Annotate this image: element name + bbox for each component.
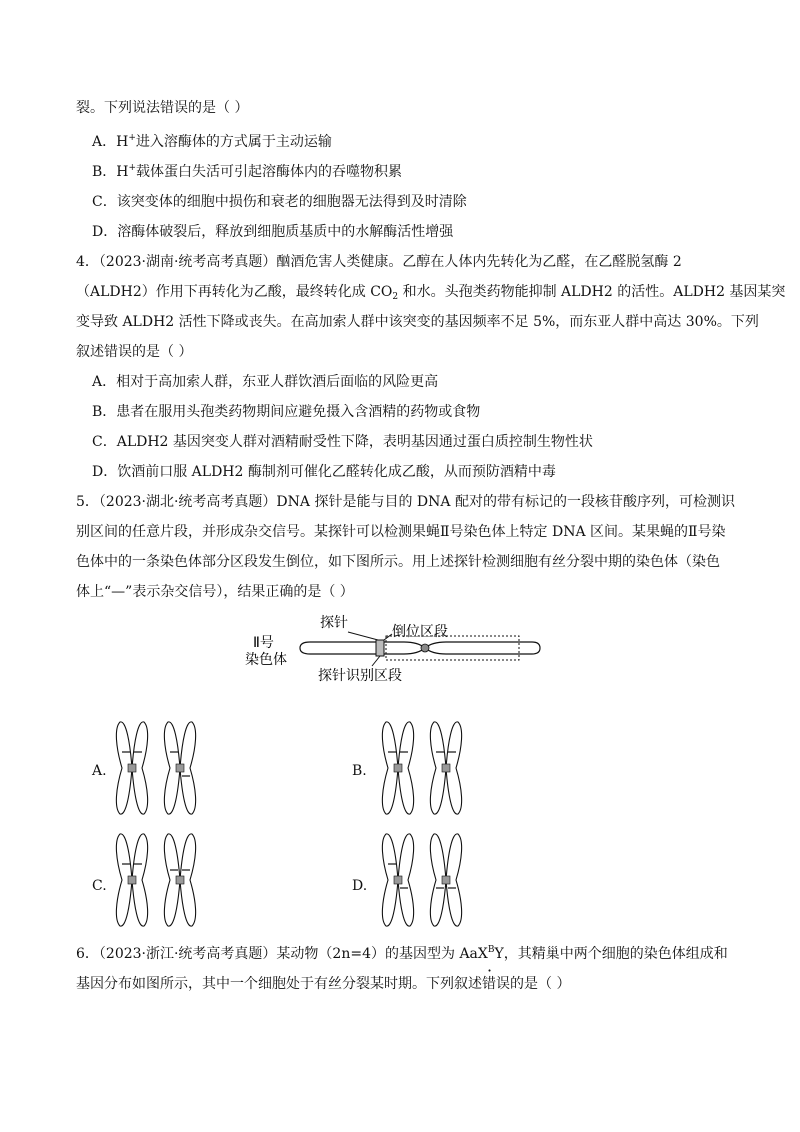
chromosome-pair <box>164 834 195 926</box>
q5-stem-line2: 别区间的任意片段，并形成杂交信号。某探针可以检测果蝇Ⅱ号染色体上特定 DNA 区间。某果蝇的Ⅱ号染 <box>76 524 726 540</box>
probe-region-label: 探针识别区段 <box>318 668 402 684</box>
option-c-chromosomes <box>110 830 210 930</box>
q4-option-a: A．相对于高加索人群，东亚人群饮酒后面临的风险更高 <box>92 374 439 390</box>
q6-stem-line2: 基因分布如图所示，其中一个细胞处于有丝分裂某时期。下列叙述错误的是（ ） <box>76 976 571 992</box>
chromosome-pair <box>430 834 461 926</box>
chromosome-pair <box>116 834 147 926</box>
q6-stem-line1: 6．（2023·浙江·统考高考真题）某动物（2n=4）的基因型为 AaX$^B$Y，其精巢中两个细胞的染色体组成和 <box>76 945 728 962</box>
q4-option-b: B．患者在服用头孢类药物期间应避免摄入含酒精的药物或食物 <box>92 404 481 420</box>
inversion-label: 倒位区段 <box>392 624 448 640</box>
q3-option-a: A．H+进入溶酶体的方式属于主动运输 <box>92 133 332 150</box>
chromosome-pair <box>382 834 413 926</box>
q4-stem-line4: 叙述错误的是（ ） <box>76 344 193 360</box>
q3-option-c: C．该突变体的细胞中损伤和衰老的细胞器无法得到及时清除 <box>92 194 467 210</box>
option-a-chromosomes <box>110 718 210 818</box>
chromosome-pair <box>164 722 195 814</box>
q3-option-b: B．H+载体蛋白失活可引起溶酶体内的吞噬物积累 <box>92 163 403 180</box>
chromosome-pair <box>116 722 147 814</box>
q4-option-c: C．ALDH2 基因突变人群对酒精耐受性下降，表明基因通过蛋白质控制生物性状 <box>92 434 593 450</box>
q4-stem-line3: 变导致 ALDH2 活性下降或丧失。在高加索人群中该突变的基因频率不足 5%，而东亚人群中高达 30%。下列 <box>76 314 759 330</box>
q5-option-a-label: A. <box>92 763 107 779</box>
q5-option-d-label: D. <box>352 878 368 894</box>
q3-option-d: D．溶酶体破裂后，释放到细胞质基质中的水解酶活性增强 <box>92 224 454 240</box>
q3-stem-tail: 裂。下列说法错误的是（ ） <box>76 100 249 116</box>
probe-label: 探针 <box>320 615 348 631</box>
option-d-chromosomes <box>376 830 476 930</box>
emphasis-dots: 错误 <box>482 976 510 992</box>
q4-stem-line2: （ALDH2）作用下再转化为乙酸，最终转化成 $CO_2$ 和水。头孢类药物能抑制 ALDH2 的活性。ALDH2 基因某突 <box>76 284 786 302</box>
chrom-label-1: Ⅱ号 <box>253 635 274 651</box>
chrom-label-2: 染色体 <box>245 652 287 668</box>
chromosome-pair <box>382 722 413 814</box>
q4-option-d: D．饮酒前口服 ALDH2 酶制剂可催化乙醛转化成乙酸，从而预防酒精中毒 <box>92 464 556 480</box>
chromosome-pair <box>430 722 461 814</box>
q5-option-c-label: C. <box>92 878 107 894</box>
chromosome-figure <box>0 610 800 690</box>
q5-stem-line3: 色体中的一条染色体部分区段发生倒位，如下图所示。用上述探针检测细胞有丝分裂中期的染色体（染色 <box>76 554 720 570</box>
q5-stem-line1: 5．（2023·湖北·统考高考真题）DNA 探针是能与目的 DNA 配对的带有标记的一段核苷酸序列，可检测识 <box>76 494 735 510</box>
q5-option-b-label: B. <box>352 763 367 779</box>
option-b-chromosomes <box>376 718 476 818</box>
q5-stem-line4: 体上“—”表示杂交信号），结果正确的是（ ） <box>76 584 354 600</box>
q4-stem-line1: 4．（2023·湖南·统考高考真题）酗酒危害人类健康。乙醇在人体内先转化为乙醛，在乙醛脱氢酶 2 <box>76 254 682 270</box>
